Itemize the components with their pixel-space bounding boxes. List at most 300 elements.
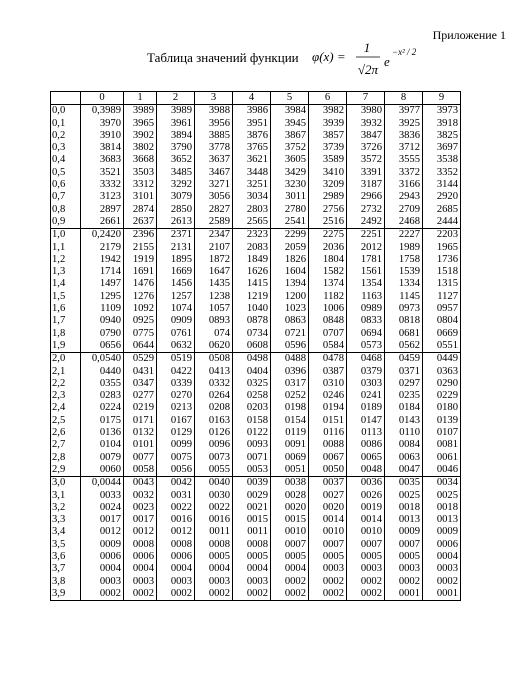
density-value-cell: 3988 xyxy=(195,105,233,118)
table-row xyxy=(51,105,461,118)
density-value-cell: 0008 xyxy=(195,539,233,551)
density-value-cell: 1476 xyxy=(124,278,157,290)
density-value-cell: 1895 xyxy=(157,254,195,266)
density-value-cell: 3292 xyxy=(157,179,195,191)
density-value-cell: 3410 xyxy=(309,167,347,179)
x-value-cell: 3,5 xyxy=(51,539,81,551)
density-value-cell: 0396 xyxy=(271,366,309,378)
table-row xyxy=(51,204,461,216)
density-value-cell: 0038 xyxy=(271,477,309,490)
x-value-cell: 0,7 xyxy=(51,191,81,203)
density-value-cell: 0002 xyxy=(157,588,195,601)
density-value-cell: 0669 xyxy=(423,328,461,340)
density-value-cell: 0010 xyxy=(347,526,385,538)
density-value-cell: 3973 xyxy=(423,105,461,118)
density-value-cell: 3847 xyxy=(347,130,385,142)
formula-lhs: φ(x) = xyxy=(312,49,346,64)
density-value-cell: 0005 xyxy=(309,551,347,563)
density-value-cell: 0632 xyxy=(157,340,195,353)
density-value-cell: 0002 xyxy=(347,588,385,601)
density-value-cell: 1040 xyxy=(233,303,271,315)
density-value-cell: 0893 xyxy=(195,315,233,327)
density-value-cell: 0003 xyxy=(233,576,271,588)
density-value-cell: 3101 xyxy=(124,191,157,203)
density-value-cell: 1804 xyxy=(309,254,347,266)
density-value-cell: 2131 xyxy=(157,242,195,254)
density-value-cell: 0055 xyxy=(195,464,233,477)
density-value-cell: 0042 xyxy=(157,477,195,490)
density-value-cell: 0002 xyxy=(81,588,124,601)
x-value-cell: 3,2 xyxy=(51,502,81,514)
table-header-row xyxy=(51,92,461,105)
density-value-cell: 2756 xyxy=(309,204,347,216)
density-value-cell: 0031 xyxy=(157,490,195,502)
density-value-cell: 2850 xyxy=(157,204,195,216)
table-row xyxy=(51,539,461,551)
density-value-cell: 2613 xyxy=(157,216,195,229)
x-value-cell: 2,1 xyxy=(51,366,81,378)
table-row xyxy=(51,402,461,414)
density-value-cell: 2059 xyxy=(271,242,309,254)
table-row xyxy=(51,118,461,130)
density-value-cell: 0246 xyxy=(309,390,347,402)
density-value-cell: 0339 xyxy=(157,378,195,390)
density-value-cell: 0048 xyxy=(347,464,385,477)
density-value-cell: 0018 xyxy=(423,502,461,514)
density-value-cell: 0005 xyxy=(195,551,233,563)
density-value-cell: 0002 xyxy=(195,588,233,601)
x-value-cell: 0,5 xyxy=(51,167,81,179)
density-value-cell: 0010 xyxy=(309,526,347,538)
density-value-cell: 0989 xyxy=(347,303,385,315)
density-value-cell: 3778 xyxy=(195,142,233,154)
density-value-cell: 3712 xyxy=(385,142,423,154)
density-value-cell: 0073 xyxy=(195,452,233,464)
density-value-cell: 0084 xyxy=(385,439,423,451)
density-value-cell: 3503 xyxy=(124,167,157,179)
density-value-cell: 0096 xyxy=(195,439,233,451)
density-value-cell: 1006 xyxy=(309,303,347,315)
density-value-cell: 0063 xyxy=(385,452,423,464)
density-value-cell: 3652 xyxy=(157,154,195,166)
density-value-cell: 2589 xyxy=(195,216,233,229)
density-value-cell: 3825 xyxy=(423,130,461,142)
density-value-cell: 0071 xyxy=(233,452,271,464)
density-value-cell: 1758 xyxy=(385,254,423,266)
density-value-cell: 2396 xyxy=(124,229,157,242)
x-value-cell: 3,0 xyxy=(51,477,81,490)
density-value-cell: 1849 xyxy=(233,254,271,266)
density-value-cell: 0332 xyxy=(195,378,233,390)
density-value-cell: 2347 xyxy=(195,229,233,242)
density-value-cell: 2989 xyxy=(309,191,347,203)
appendix-label: Приложение 1 xyxy=(432,28,506,42)
table-row xyxy=(51,439,461,451)
density-value-cell: 2323 xyxy=(233,229,271,242)
density-value-cell: 1781 xyxy=(347,254,385,266)
density-value-cell: 0909 xyxy=(157,315,195,327)
table-row xyxy=(51,427,461,439)
density-value-cell: 0016 xyxy=(195,514,233,526)
density-value-cell: 0004 xyxy=(233,563,271,575)
density-value-cell: 1315 xyxy=(423,278,461,290)
density-value-cell: 3637 xyxy=(195,154,233,166)
density-value-cell: 0208 xyxy=(195,402,233,414)
density-value-cell: 0379 xyxy=(347,366,385,378)
density-value-cell: 0036 xyxy=(347,477,385,490)
density-value-cell: 2637 xyxy=(124,216,157,229)
x-value-cell: 2,0 xyxy=(51,353,81,366)
table-row xyxy=(51,415,461,427)
density-value-cell: 0007 xyxy=(385,539,423,551)
density-value-cell: 0551 xyxy=(423,340,461,353)
density-value-cell: 3668 xyxy=(124,154,157,166)
density-value-cell: 0325 xyxy=(233,378,271,390)
x-value-cell: 0,3 xyxy=(51,142,81,154)
density-value-cell: 1354 xyxy=(347,278,385,290)
header-cell-digit: 8 xyxy=(385,92,423,105)
x-value-cell: 0,8 xyxy=(51,204,81,216)
x-value-cell: 2,7 xyxy=(51,439,81,451)
density-value-cell: 0303 xyxy=(347,378,385,390)
density-value-cell: 0003 xyxy=(157,576,195,588)
density-value-cell: 3485 xyxy=(157,167,195,179)
density-value-cell: 2780 xyxy=(271,204,309,216)
density-value-cell: 0804 xyxy=(423,315,461,327)
x-value-cell: 1,2 xyxy=(51,254,81,266)
density-value-cell: 0387 xyxy=(309,366,347,378)
density-value-cell: 0007 xyxy=(271,539,309,551)
density-value-cell: 0468 xyxy=(347,353,385,366)
x-value-cell: 3,9 xyxy=(51,588,81,601)
density-value-cell: 2275 xyxy=(309,229,347,242)
density-value-cell: 0013 xyxy=(423,514,461,526)
density-value-cell: 0620 xyxy=(195,340,233,353)
density-value-cell: 0681 xyxy=(385,328,423,340)
header-cell-digit: 2 xyxy=(157,92,195,105)
density-value-cell: 0143 xyxy=(385,415,423,427)
density-value-cell: 1415 xyxy=(233,278,271,290)
density-value-cell: 0007 xyxy=(347,539,385,551)
density-value-cell: 0020 xyxy=(271,502,309,514)
density-value-cell: 3144 xyxy=(423,179,461,191)
density-value-cell: 0863 xyxy=(271,315,309,327)
density-value-cell: 3467 xyxy=(195,167,233,179)
density-value-cell: 0010 xyxy=(271,526,309,538)
x-value-cell: 0,1 xyxy=(51,118,81,130)
density-value-cell: 3538 xyxy=(423,154,461,166)
density-value-cell: 0023 xyxy=(124,502,157,514)
density-value-cell: 3230 xyxy=(271,179,309,191)
density-value-cell: 3621 xyxy=(233,154,271,166)
density-value-cell: 0032 xyxy=(124,490,157,502)
x-value-cell: 1,9 xyxy=(51,340,81,353)
density-value-cell: 0,2420 xyxy=(81,229,124,242)
density-value-cell: 2444 xyxy=(423,216,461,229)
density-value-cell: 0151 xyxy=(309,415,347,427)
density-value-cell: 1919 xyxy=(124,254,157,266)
density-value-cell: 2251 xyxy=(347,229,385,242)
header-cell-digit: 5 xyxy=(271,92,309,105)
density-value-cell: 0310 xyxy=(309,378,347,390)
table-row xyxy=(51,167,461,179)
density-value-cell: 0061 xyxy=(423,452,461,464)
density-value-cell: 0290 xyxy=(423,378,461,390)
density-value-cell: 0126 xyxy=(195,427,233,439)
x-value-cell: 3,7 xyxy=(51,563,81,575)
table-row xyxy=(51,191,461,203)
table-row xyxy=(51,266,461,278)
density-value-cell: 0404 xyxy=(233,366,271,378)
density-value-cell: 0011 xyxy=(233,526,271,538)
table-row xyxy=(51,229,461,242)
density-value-cell: 1435 xyxy=(195,278,233,290)
density-value-cell: 0065 xyxy=(347,452,385,464)
density-value-cell: 0110 xyxy=(385,427,423,439)
density-value-cell: 2541 xyxy=(271,216,309,229)
density-value-cell: 0721 xyxy=(271,328,309,340)
density-value-cell: 0258 xyxy=(233,390,271,402)
density-value-cell: 3918 xyxy=(423,118,461,130)
density-value-cell: 3429 xyxy=(271,167,309,179)
table-row xyxy=(51,303,461,315)
table-row xyxy=(51,315,461,327)
density-value-cell: 0003 xyxy=(385,563,423,575)
density-value-cell: 0081 xyxy=(423,439,461,451)
density-value-cell: 1826 xyxy=(271,254,309,266)
density-value-cell: 0002 xyxy=(347,576,385,588)
density-value-cell: 0077 xyxy=(124,452,157,464)
density-value-cell: 0107 xyxy=(423,427,461,439)
density-value-cell: 3697 xyxy=(423,142,461,154)
table-row xyxy=(51,353,461,366)
table-row xyxy=(51,340,461,353)
density-value-cell: 3739 xyxy=(309,142,347,154)
table-body xyxy=(51,105,461,601)
density-value-cell: 0021 xyxy=(233,502,271,514)
density-value-cell: 0060 xyxy=(81,464,124,477)
table-row xyxy=(51,366,461,378)
density-value-cell: 2227 xyxy=(385,229,423,242)
density-value-cell: 0878 xyxy=(233,315,271,327)
x-value-cell: 0,0 xyxy=(51,105,81,118)
density-value-cell: 0644 xyxy=(124,340,157,353)
density-value-cell: 3910 xyxy=(81,130,124,142)
x-value-cell: 0,9 xyxy=(51,216,81,229)
table-row xyxy=(51,514,461,526)
x-value-cell: 1,7 xyxy=(51,315,81,327)
density-value-cell: 0009 xyxy=(385,526,423,538)
density-value-cell: 3765 xyxy=(233,142,271,154)
density-value-cell: 0006 xyxy=(124,551,157,563)
density-value-cell: 3271 xyxy=(195,179,233,191)
density-value-cell: 0119 xyxy=(271,427,309,439)
density-value-cell: 2468 xyxy=(385,216,423,229)
density-value-cell: 0235 xyxy=(385,390,423,402)
density-value-cell: 3056 xyxy=(195,191,233,203)
density-value-cell: 2920 xyxy=(423,191,461,203)
x-value-cell: 3,3 xyxy=(51,514,81,526)
density-value-cell: 0422 xyxy=(157,366,195,378)
density-value-cell: 1334 xyxy=(385,278,423,290)
density-value-cell: 2874 xyxy=(124,204,157,216)
density-value-cell: 0707 xyxy=(309,328,347,340)
density-value-cell: 0009 xyxy=(81,539,124,551)
density-value-cell: 3209 xyxy=(309,179,347,191)
density-value-cell: 0167 xyxy=(157,415,195,427)
density-value-cell: 0016 xyxy=(157,514,195,526)
density-value-cell: 0004 xyxy=(157,563,195,575)
density-value-cell: 0478 xyxy=(309,353,347,366)
x-value-cell: 1,8 xyxy=(51,328,81,340)
density-value-cell: 0093 xyxy=(233,439,271,451)
density-value-cell: 1561 xyxy=(347,266,385,278)
x-value-cell: 0,6 xyxy=(51,179,81,191)
density-value-cell: 1295 xyxy=(81,291,124,303)
density-value-cell: 0014 xyxy=(309,514,347,526)
density-value-cell: 1276 xyxy=(124,291,157,303)
density-value-cell: 0734 xyxy=(233,328,271,340)
table-row xyxy=(51,216,461,229)
density-value-cell: 0519 xyxy=(157,353,195,366)
density-value-cell: 0147 xyxy=(347,415,385,427)
density-value-cell: 0012 xyxy=(124,526,157,538)
density-value-cell: 0283 xyxy=(81,390,124,402)
density-value-cell: 0029 xyxy=(233,490,271,502)
density-value-cell: 0011 xyxy=(195,526,233,538)
density-value-cell: 2966 xyxy=(347,191,385,203)
table-row xyxy=(51,142,461,154)
density-value-cell: 0818 xyxy=(385,315,423,327)
table-row xyxy=(51,390,461,402)
density-value-cell: 0088 xyxy=(309,439,347,451)
density-value-cell: 2492 xyxy=(347,216,385,229)
density-value-cell: 1163 xyxy=(347,291,385,303)
density-value-cell: 0006 xyxy=(423,539,461,551)
table-row xyxy=(51,526,461,538)
density-value-cell: 0058 xyxy=(124,464,157,477)
density-value-cell: 0079 xyxy=(81,452,124,464)
density-value-cell: 3867 xyxy=(271,130,309,142)
density-value-cell: 0003 xyxy=(124,576,157,588)
density-value-cell: 3951 xyxy=(233,118,271,130)
density-value-cell: 1257 xyxy=(157,291,195,303)
density-value-cell: 0015 xyxy=(271,514,309,526)
density-value-cell: 0001 xyxy=(385,588,423,601)
formula-denominator: √2π xyxy=(357,62,379,77)
x-value-cell: 1,3 xyxy=(51,266,81,278)
density-value-cell: 0761 xyxy=(157,328,195,340)
density-value-cell: 0,0540 xyxy=(81,353,124,366)
density-value-cell: 0035 xyxy=(385,477,423,490)
density-value-cell: 1691 xyxy=(124,266,157,278)
density-value-cell: 3932 xyxy=(347,118,385,130)
table-row xyxy=(51,490,461,502)
density-value-cell: 1736 xyxy=(423,254,461,266)
density-value-cell: 0833 xyxy=(347,315,385,327)
density-value-cell: 3902 xyxy=(124,130,157,142)
header-cell-digit: 4 xyxy=(233,92,271,105)
density-value-cell: 0584 xyxy=(309,340,347,353)
density-value-cell: 0440 xyxy=(81,366,124,378)
density-value-cell: 0413 xyxy=(195,366,233,378)
density-value-cell: 1497 xyxy=(81,278,124,290)
table-row xyxy=(51,154,461,166)
density-value-cell: 3939 xyxy=(309,118,347,130)
density-value-cell: 3572 xyxy=(347,154,385,166)
density-value-cell: 0005 xyxy=(233,551,271,563)
header-cell-digit: 3 xyxy=(195,92,233,105)
x-value-cell: 2,8 xyxy=(51,452,81,464)
density-value-cell: 3885 xyxy=(195,130,233,142)
density-value-cell: 1942 xyxy=(81,254,124,266)
density-value-cell: 0219 xyxy=(124,402,157,414)
density-value-cell: 0004 xyxy=(195,563,233,575)
density-value-cell: 2012 xyxy=(347,242,385,254)
density-value-cell: 0175 xyxy=(81,415,124,427)
density-value-cell: 0008 xyxy=(233,539,271,551)
density-value-cell: 0046 xyxy=(423,464,461,477)
density-value-cell: 0656 xyxy=(81,340,124,353)
header-cell-digit: 6 xyxy=(309,92,347,105)
density-value-cell: 0086 xyxy=(347,439,385,451)
density-value-cell: 3925 xyxy=(385,118,423,130)
density-value-cell: 0163 xyxy=(195,415,233,427)
density-value-cell: 3079 xyxy=(157,191,195,203)
density-value-cell: 3187 xyxy=(347,179,385,191)
density-value-cell: 1074 xyxy=(157,303,195,315)
density-value-cell: 0355 xyxy=(81,378,124,390)
density-value-cell: 2803 xyxy=(233,204,271,216)
header-cell-digit: 9 xyxy=(423,92,461,105)
x-value-cell: 3,4 xyxy=(51,526,81,538)
x-value-cell: 2,3 xyxy=(51,390,81,402)
density-value-cell: 3352 xyxy=(423,167,461,179)
density-value-cell: 0198 xyxy=(271,402,309,414)
x-value-cell: 3,1 xyxy=(51,490,81,502)
x-value-cell: 2,5 xyxy=(51,415,81,427)
density-value-cell: 3332 xyxy=(81,179,124,191)
density-value-cell: 0347 xyxy=(124,378,157,390)
density-value-cell: 0015 xyxy=(233,514,271,526)
density-value-cell: 0694 xyxy=(347,328,385,340)
density-value-cell: 0158 xyxy=(233,415,271,427)
density-value-cell: 0025 xyxy=(423,490,461,502)
density-value-cell: 1374 xyxy=(309,278,347,290)
density-value-cell: 0508 xyxy=(195,353,233,366)
density-value-cell: 0002 xyxy=(124,588,157,601)
density-value-cell: 1182 xyxy=(309,291,347,303)
density-value-cell: 1200 xyxy=(271,291,309,303)
density-value-cell: 3876 xyxy=(233,130,271,142)
density-value-cell: 3011 xyxy=(271,191,309,203)
x-value-cell: 1,1 xyxy=(51,242,81,254)
density-value-cell: 3894 xyxy=(157,130,195,142)
density-value-cell: 1238 xyxy=(195,291,233,303)
density-value-cell: 0067 xyxy=(309,452,347,464)
density-value-cell: 0957 xyxy=(423,303,461,315)
density-value-cell: 1518 xyxy=(423,266,461,278)
density-value-cell: 0562 xyxy=(385,340,423,353)
density-value-cell: 2107 xyxy=(195,242,233,254)
density-value-cell: 0203 xyxy=(233,402,271,414)
formula-base: e xyxy=(384,54,390,69)
density-value-cell: 1539 xyxy=(385,266,423,278)
density-value-cell: 0009 xyxy=(423,526,461,538)
density-value-cell: 0790 xyxy=(81,328,124,340)
density-value-cell: 0043 xyxy=(124,477,157,490)
density-value-cell: 1109 xyxy=(81,303,124,315)
